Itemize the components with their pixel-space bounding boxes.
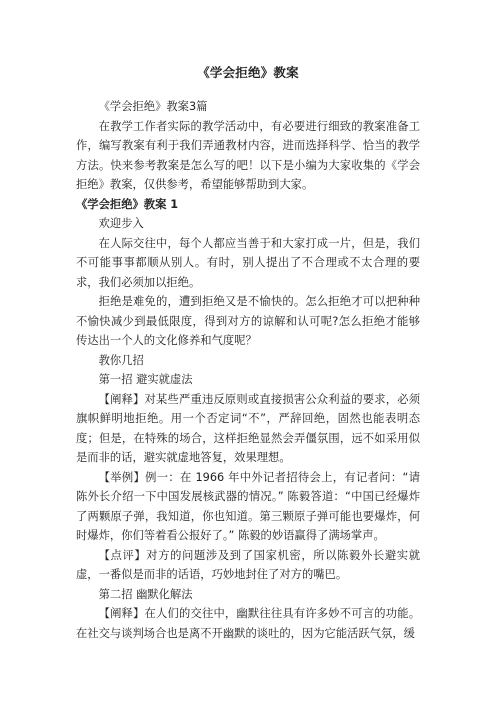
paragraph: 【阐释】在人们的交往中，幽默往往具有许多妙不可言的功能。在社交与谈判场合也是离不开幽默的谈吐的，因为它能活跃气氛，缓 [76, 607, 420, 640]
paragraph: 拒绝是难免的，遭到拒绝又是不愉快的。怎么拒绝才可以把种种不愉快减少到最低限度，得到对方的谅解和认可呢?怎么拒绝才能够传达出一个人的文化修养和气度呢？ [76, 295, 420, 347]
document-body [76, 97, 420, 643]
paragraph: 《学会拒绝》教案3篇 [98, 100, 208, 113]
paragraph: 【阐释】对某些严重违反原则或直接损害公众利益的要求，必须旗帜鲜明地拒绝。用一个否定词“不”，严辞回绝，固然也能表明态度；但是，在特殊的场合，这样拒绝显然会弄僵氛围，远不如采用似是而非的话，避实就虚地答复，效果理想。 [76, 392, 420, 464]
paragraph: 教你几招 [98, 353, 144, 367]
section-heading: 《学会拒绝》教案 1 [76, 197, 179, 211]
paragraph: 在人际交往中，每个人都应当善于和大家打成一片，但是，我们不可能事事都顺从别人。有时，别人提出了不合理或不太合理的要求，我们必须加以拒绝。 [76, 236, 420, 289]
paragraph: 【点评】对方的问题涉及到了国家机密，所以陈毅外长避实就虚，一番似是而非的话语，巧妙地封住了对方的嘴巴。 [76, 548, 420, 581]
paragraph: 第二招 幽默化解法 [98, 587, 193, 601]
paragraph: 欢迎步入 [98, 217, 144, 230]
document-title: 《学会拒绝》教案 [197, 65, 299, 80]
paragraph: 在教学工作者实际的教学活动中，有必要进行细致的教案准备工作，编写教案有利于我们弄通教材内容，进而选择科学、恰当的教学方法。快来参考教案是怎么写的吧！以下是小编为大家收集的《学会拒绝》教案，仅供参考，希望能够帮助到大家。 [76, 119, 420, 191]
paragraph: 第一招 避实就虚法 [98, 373, 193, 386]
paragraph: 【举例】例一：在 1966 年中外记者招待会上，有记者问：“请陈外长介绍一下中国发展核武器的情况。” 陈毅答道：“中国已经爆炸了两颗原子弹，我知道，你也知道。第三颗原子弹可能也要爆炸，何时爆炸，你们等着看公报好了。” 陈毅的妙语赢得了满场掌声。 [76, 470, 420, 542]
